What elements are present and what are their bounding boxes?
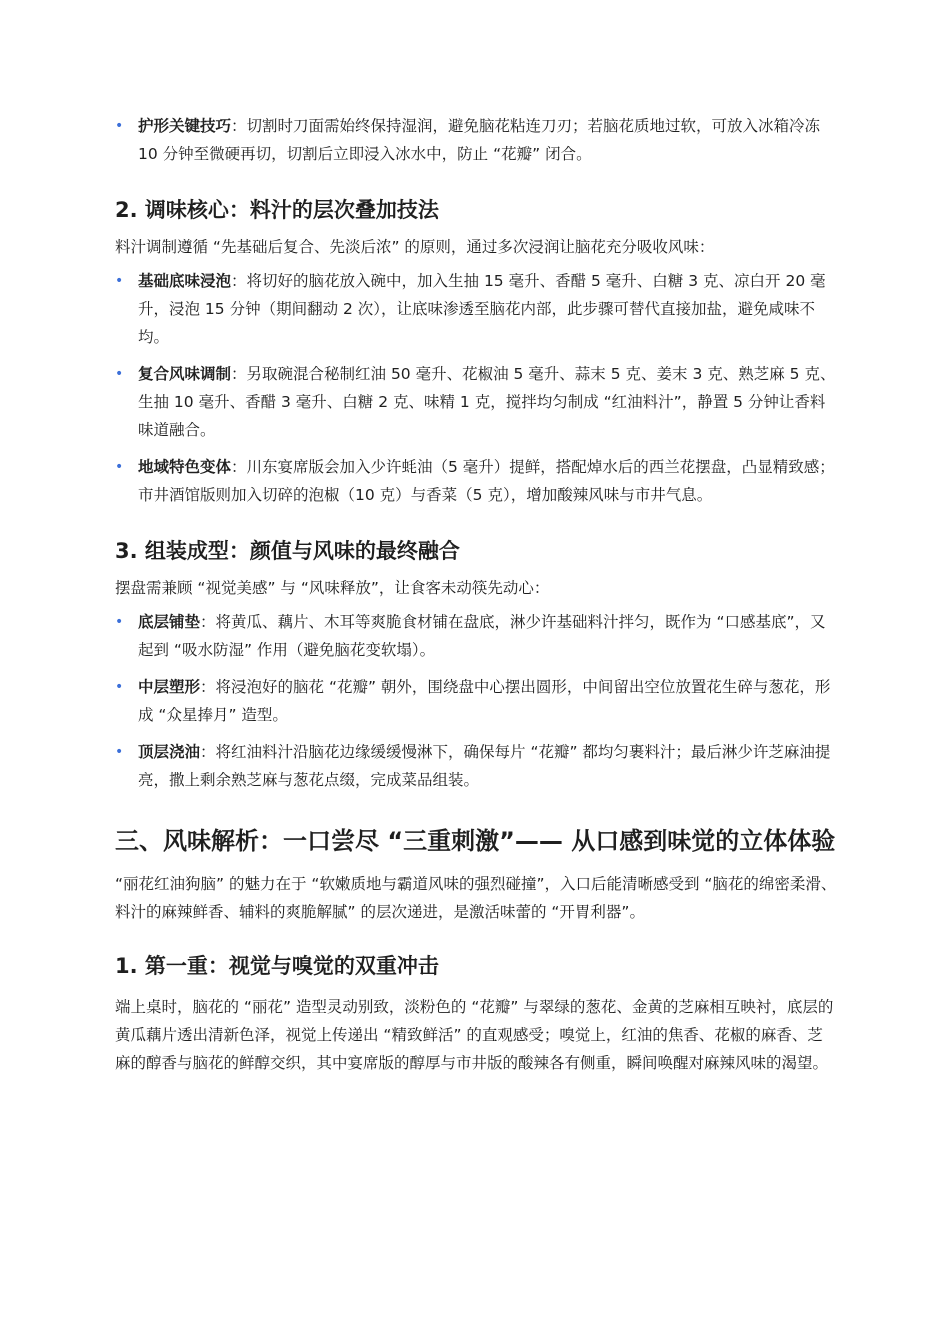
section-intro: 摆盘需兼顾 “视觉美感” 与 “风味释放”，让食客未动筷先动心： bbox=[115, 579, 550, 597]
bullet-title: 复合风味调制 bbox=[138, 365, 232, 383]
bullet-title: 基础底味浸泡 bbox=[138, 272, 232, 290]
bullet-text: ：将浸泡好的脑花 “花瓣” 朝外，围绕盘中心摆出圆形，中间留出空位放置花生碎与葱花，形成 “众星捧月” 造型。 bbox=[138, 678, 831, 724]
bullet-dot-icon: • bbox=[115, 118, 124, 134]
bullet-dot-icon: • bbox=[115, 273, 124, 289]
section-intro: 料汁调制遵循 “先基础后复合、先淡后浓” 的原则，通过多次浸润让脑花充分吸收风味： bbox=[115, 238, 715, 256]
bullet-title: 顶层浇油 bbox=[138, 743, 201, 761]
section-heading: 3. 组装成型：颜值与风味的最终融合 bbox=[115, 539, 460, 563]
section-heading: 2. 调味核心：料汁的层次叠加技法 bbox=[115, 198, 439, 222]
page-content bbox=[115, 112, 837, 1077]
bullet-title: 底层铺垫 bbox=[138, 613, 201, 631]
section-heading: 1. 第一重：视觉与嗅觉的双重冲击 bbox=[115, 954, 439, 978]
bullet-dot-icon: • bbox=[115, 679, 124, 695]
section-body: 端上桌时，脑花的 “丽花” 造型灵动别致，淡粉色的 “花瓣” 与翠绿的葱花、金黄的芝麻相互映衬，底层的黄瓜藕片透出清新色泽，视觉上传递出 “精致鲜活” 的直观感受；嗅觉上，红油的焦香、花椒的麻香、芝麻的醇香与脑花的鲜醇交织，其中宴席版的醇厚与市井版的酸辣各有侧重，瞬间唤醒对麻辣风味的渴望。 bbox=[115, 998, 834, 1072]
list-item bbox=[115, 112, 837, 168]
bullet-text: ：将红油料汁沿脑花边缘缓缓慢淋下，确保每片 “花瓣” 都均匀裹料汁；最后淋少许芝麻油提亮，撒上剩余熟芝麻与葱花点缀，完成菜品组装。 bbox=[138, 743, 831, 789]
chapter-heading: 三、风味解析：一口尝尽 “三重刺激”—— 从口感到味觉的立体体验 bbox=[115, 827, 836, 855]
list-item bbox=[115, 673, 837, 729]
list-item bbox=[115, 453, 837, 509]
list-item bbox=[115, 267, 837, 351]
list-item bbox=[115, 360, 837, 444]
list-item bbox=[115, 608, 837, 664]
bullet-dot-icon: • bbox=[115, 459, 124, 475]
bullet-text: ：切割时刀面需始终保持湿润，避免脑花粘连刀刃；若脑花质地过软，可放入冰箱冷冻 10 分钟至微硬再切，切割后立即浸入冰水中，防止 “花瓣” 闭合。 bbox=[138, 117, 821, 163]
bullet-text: ：另取碗混合秘制红油 50 毫升、花椒油 5 毫升、蒜末 5 克、姜末 3 克、熟芝麻 5 克、生抽 10 毫升、香醋 3 毫升、白糖 2 克、味精 1 克，搅拌均匀制成 “红油料汁”，静置 5 分钟让香料味道融合。 bbox=[138, 365, 836, 439]
chapter-intro: “丽花红油狗脑” 的魅力在于 “软嫩质地与霸道风味的强烈碰撞”，入口后能清晰感受到 “脑花的绵密柔滑、料汁的麻辣鲜香、辅料的爽脆解腻” 的层次递进，是激活味蕾的 “开胃利器”。 bbox=[115, 875, 837, 921]
bullet-dot-icon: • bbox=[115, 744, 124, 760]
plating-list bbox=[115, 608, 837, 794]
bullet-dot-icon: • bbox=[115, 614, 124, 630]
list-item bbox=[115, 738, 837, 794]
bullet-text: ：将黄瓜、藕片、木耳等爽脆食材铺在盘底，淋少许基础料汁拌匀，既作为 “口感基底”，又起到 “吸水防湿” 作用（避免脑花变软塌）。 bbox=[138, 613, 826, 659]
seasoning-list bbox=[115, 267, 837, 509]
bullet-text: ：将切好的脑花放入碗中，加入生抽 15 毫升、香醋 5 毫升、白糖 3 克、凉白开 20 毫升，浸泡 15 分钟（期间翻动 2 次），让底味渗透至脑花内部，此步骤可替代直接加盐，避免咸味不均。 bbox=[138, 272, 826, 346]
bullet-text: ：川东宴席版会加入少许蚝油（5 毫升）提鲜，搭配焯水后的西兰花摆盘，凸显精致感；市井酒馆版则加入切碎的泡椒（10 克）与香菜（5 克），增加酸辣风味与市井气息。 bbox=[138, 458, 835, 504]
bullet-dot-icon: • bbox=[115, 366, 124, 382]
bullet-title: 护形关键技巧 bbox=[138, 117, 232, 135]
bullet-title: 中层塑形 bbox=[138, 678, 201, 696]
bullet-title: 地域特色变体 bbox=[138, 458, 232, 476]
technique-list bbox=[115, 112, 837, 168]
